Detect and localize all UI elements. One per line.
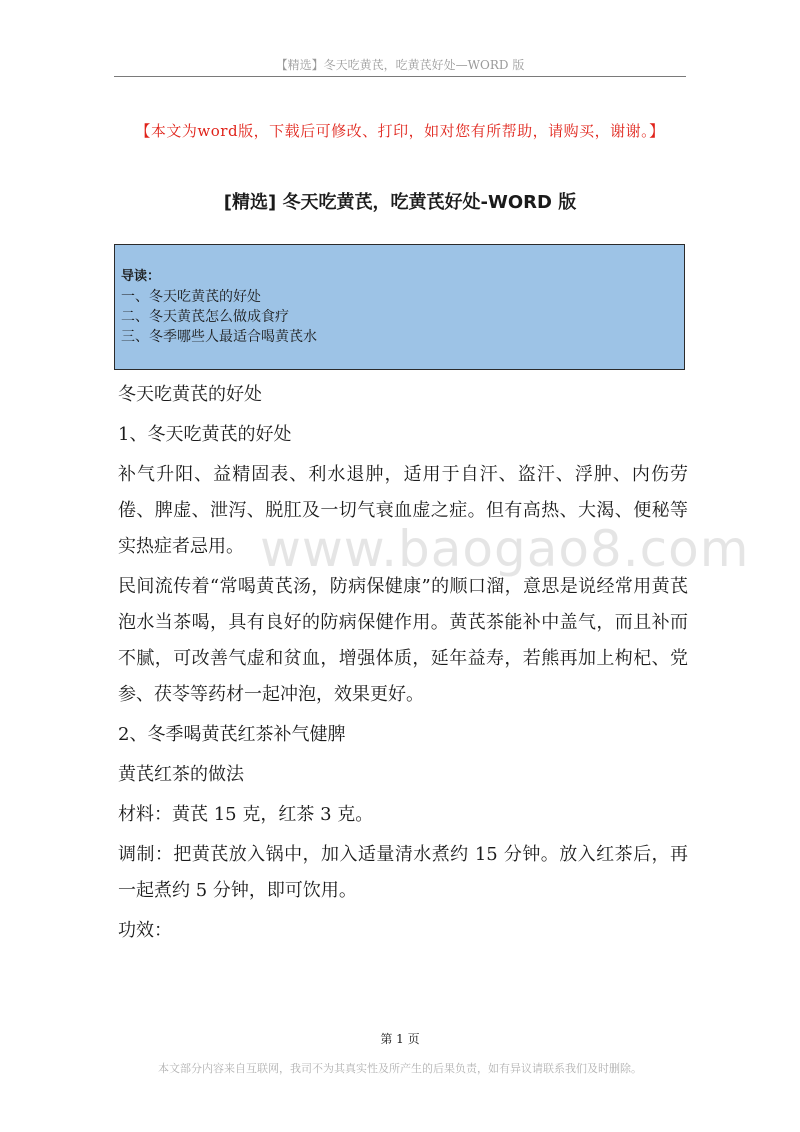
page-footer: 本文部分内容来自互联网，我司不为其真实性及所产生的后果负责，如有异议请联系我们及时删除。 [158,1062,642,1075]
paragraph: 材料：黄芪 15 克，红茶 3 克。 [118,804,374,825]
guide-item: 一、冬天吃黄芪的好处 [121,289,261,305]
paragraph: 民间流传着“常喝黄芪汤，防病保健康”的顺口溜，意思是说经常用黄芪泡水当茶喝，具有良好的防病保健作用。黄芪茶能补中盖气，而且补而不腻，可改善气虚和贫血，增强体质，延年益寿，若熊再加上枸杞、党参、茯苓等药材一起冲泡，效果更好。 [118,576,688,705]
guide-item: 三、冬季哪些人最适合喝黄芪水 [121,329,317,345]
document-body [118,377,688,949]
paragraph: 调制：把黄芪放入锅中，加入适量清水煮约 15 分钟。放入红茶后，再一起煮约 5 分钟，即可饮用。 [118,844,688,901]
header-rule [114,76,686,77]
guide-item: 二、冬天黄芪怎么做成食疗 [121,309,289,325]
guide-label: 导读： [121,269,161,284]
subsection-heading: 2、冬季喝黄芪红茶补气健脾 [118,724,346,745]
subsection-heading: 1、冬天吃黄芪的好处 [118,424,292,445]
guide-box [114,244,685,370]
document-title: [精选] 冬天吃黄芪，吃黄芪好处-WORD 版 [223,192,577,213]
page-header: 【精选】冬天吃黄芪，吃黄芪好处—WORD 版 [275,58,525,72]
purchase-notice: 【本文为word版，下载后可修改、打印，如对您有所帮助，请购买，谢谢。】 [135,122,665,140]
page-number: 第 1 页 [380,1032,420,1046]
section-heading: 冬天吃黄芪的好处 [118,384,262,405]
recipe-heading: 黄芪红茶的做法 [118,764,244,785]
paragraph: 补气升阳、益精固表、利水退肿，适用于自汗、盗汗、浮肿、内伤劳倦、脾虚、泄泻、脱肛及一切气衰血虚之症。但有高热、大渴、便秘等实热症者忌用。 [118,464,688,557]
watermark: www.baogao8.com [260,520,750,578]
paragraph: 功效： [118,920,172,941]
